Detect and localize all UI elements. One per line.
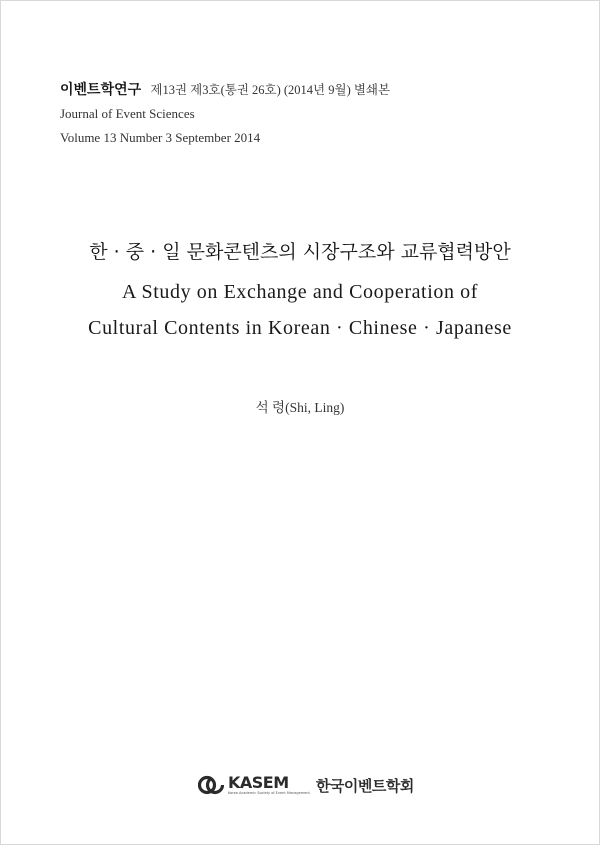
journal-issue-meta: 제13권 제3호(통권 26호) (2014년 9월) 별쇄본 [150,83,391,97]
kasem-logo [198,770,414,800]
logo-tagline: Korea Academic Society of Event Management [228,790,310,795]
journal-english-title: Journal of Event Sciences [60,106,195,121]
author-name: 석 령(Shi, Ling) [255,400,345,415]
journal-title-line [60,78,390,102]
logo-text-block [228,772,310,796]
paper-title-korean: 한 · 중 · 일 문화콘텐츠의 시장구조와 교류협력방안 [89,241,511,263]
kasem-swirl-icon [198,775,224,795]
journal-header [60,78,390,150]
logo-korean-name: 한국이벤트학회 [315,776,414,795]
journal-korean-title: 이벤트학연구 [60,82,142,98]
paper-title-block [0,236,600,346]
paper-title-english-line1: A Study on Exchange and Cooperation of [121,281,479,303]
paper-title-english-line2: Cultural Contents in Korean · Chinese · Japanese [88,317,512,339]
logo-wordmark: KASEM [228,772,289,792]
volume-line: Volume 13 Number 3 September 2014 [60,130,261,145]
